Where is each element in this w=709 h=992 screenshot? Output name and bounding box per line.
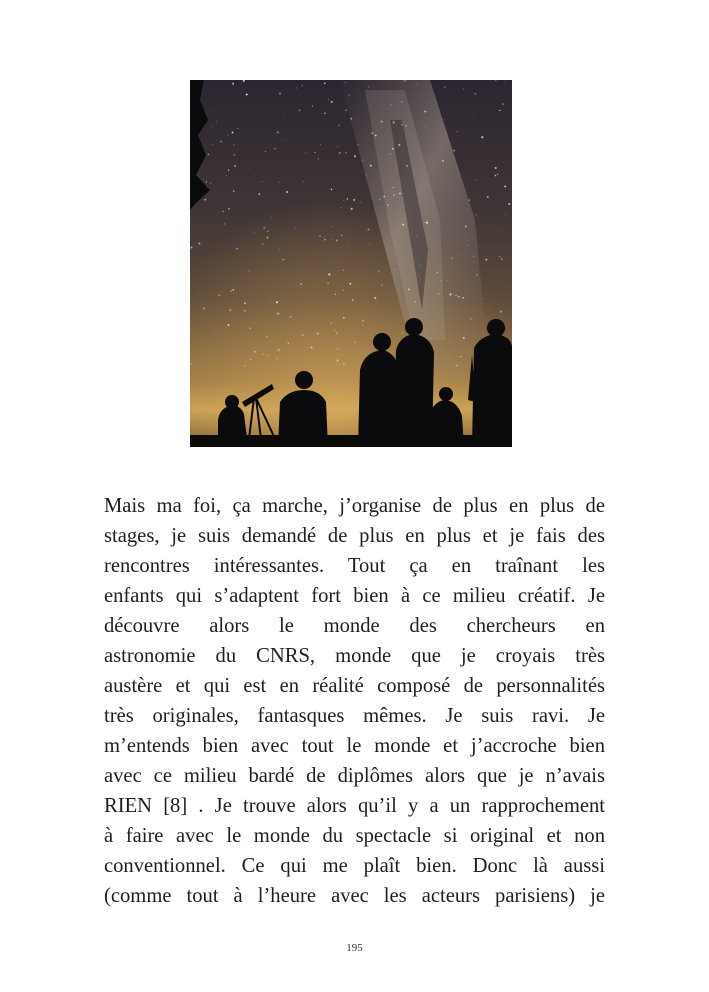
star <box>267 231 269 233</box>
star <box>263 227 265 229</box>
star <box>499 256 500 257</box>
star <box>337 359 339 361</box>
star <box>508 203 510 205</box>
star <box>335 294 336 295</box>
star <box>495 167 497 169</box>
body-paragraph <box>104 491 605 911</box>
star <box>426 222 428 224</box>
text-line: découvre alors le monde des chercheurs en <box>104 615 605 637</box>
star <box>381 121 383 123</box>
star <box>220 141 222 143</box>
star <box>271 217 272 218</box>
star <box>233 144 234 145</box>
star <box>399 193 401 195</box>
star <box>402 224 404 226</box>
star <box>190 363 192 365</box>
star <box>375 135 377 137</box>
star <box>386 191 387 192</box>
star <box>244 90 245 91</box>
star <box>473 117 474 118</box>
star <box>279 93 281 95</box>
star <box>343 270 344 271</box>
star <box>279 249 280 250</box>
star <box>392 187 393 188</box>
star <box>465 226 467 228</box>
star <box>354 155 356 157</box>
star <box>366 175 367 176</box>
star <box>324 83 326 85</box>
star <box>458 296 460 298</box>
star <box>218 295 220 297</box>
star <box>314 152 315 153</box>
star <box>424 111 426 113</box>
star <box>415 301 416 302</box>
star <box>444 86 445 87</box>
star <box>437 272 438 273</box>
text-line: m’entends bien avec tout le monde et j’accroche bien <box>104 735 605 757</box>
star <box>216 121 217 122</box>
star <box>502 103 504 105</box>
star <box>420 265 421 266</box>
star <box>400 82 401 83</box>
star <box>358 144 359 145</box>
star <box>243 80 245 82</box>
star <box>495 175 497 177</box>
star <box>331 189 332 190</box>
star <box>296 88 297 89</box>
text-line: rencontres intéressantes. Tout ça en traînant les <box>104 555 605 577</box>
star <box>404 80 405 81</box>
star <box>318 162 319 163</box>
star <box>312 105 313 106</box>
star <box>250 359 251 360</box>
star <box>453 150 455 152</box>
star <box>503 162 504 163</box>
star <box>324 239 326 241</box>
text-line: austère et qui est en réalité composé de personnalités <box>104 675 605 697</box>
star <box>362 160 363 161</box>
star <box>317 333 319 335</box>
star <box>233 190 235 192</box>
star <box>349 283 351 285</box>
star <box>418 275 419 276</box>
star <box>393 121 395 123</box>
star <box>487 196 489 198</box>
star <box>283 259 284 260</box>
star <box>267 355 268 356</box>
star <box>269 220 270 221</box>
star <box>276 301 278 303</box>
star <box>249 327 250 328</box>
star <box>228 324 230 326</box>
star <box>467 245 468 246</box>
star <box>395 269 396 270</box>
star <box>336 239 338 241</box>
star <box>362 324 363 325</box>
star <box>470 318 471 319</box>
star <box>303 181 304 182</box>
star <box>390 153 391 154</box>
star <box>392 148 394 150</box>
star <box>350 118 352 120</box>
star <box>417 84 418 85</box>
star <box>337 146 338 147</box>
star <box>267 237 269 239</box>
star <box>228 135 229 136</box>
star <box>203 307 205 309</box>
star <box>501 258 502 259</box>
star <box>331 322 332 323</box>
star <box>343 363 345 365</box>
text-line: très originales, fantasques mêmes. Je suis ravi. Je <box>104 705 605 727</box>
star <box>250 168 251 169</box>
star <box>191 247 193 249</box>
star <box>351 208 353 210</box>
star <box>362 320 364 322</box>
star <box>367 229 369 231</box>
star <box>284 116 285 117</box>
star <box>258 193 260 195</box>
star <box>360 202 361 203</box>
star <box>327 282 329 284</box>
star <box>328 273 330 275</box>
text-line: RIEN [8] . Je trouve alors qu’il y a un rapprochement <box>104 795 605 817</box>
star <box>408 288 410 290</box>
star <box>341 234 343 236</box>
star <box>347 198 348 199</box>
star <box>423 172 424 173</box>
star <box>317 158 319 160</box>
star <box>328 347 329 348</box>
star <box>401 124 403 126</box>
star <box>455 295 456 296</box>
star <box>232 289 234 291</box>
star <box>336 332 338 334</box>
star <box>398 144 400 146</box>
star <box>228 208 230 210</box>
star <box>341 207 342 208</box>
star <box>262 243 264 245</box>
star <box>345 82 346 83</box>
star <box>311 347 313 349</box>
star <box>476 214 477 215</box>
star <box>286 191 288 193</box>
star <box>246 93 248 95</box>
star <box>343 290 344 291</box>
star <box>339 152 341 154</box>
star <box>441 281 442 282</box>
star <box>254 351 256 353</box>
star <box>506 214 507 215</box>
star <box>229 309 231 311</box>
star <box>503 131 504 132</box>
star <box>278 349 280 351</box>
star <box>482 298 483 299</box>
star <box>212 126 213 127</box>
star <box>402 332 403 333</box>
star <box>212 144 213 145</box>
star <box>378 208 379 209</box>
star <box>302 85 303 86</box>
star <box>214 111 215 112</box>
star <box>222 211 224 213</box>
star <box>210 183 211 184</box>
star <box>269 298 270 299</box>
text-line: enfants qui s’adaptent fort bien à ce milieu créatif. Je <box>104 585 605 607</box>
star <box>332 227 333 228</box>
star <box>344 200 345 201</box>
star <box>240 253 241 254</box>
star <box>452 257 453 258</box>
star <box>204 199 206 201</box>
star <box>328 99 329 100</box>
star <box>481 312 482 313</box>
star <box>306 152 307 153</box>
star <box>295 228 296 229</box>
star <box>381 285 383 287</box>
text-line: stages, je suis demandé de plus en plus et je fais des <box>104 525 605 547</box>
star <box>457 131 458 132</box>
star <box>345 110 346 111</box>
star <box>349 95 350 96</box>
star <box>499 110 500 111</box>
star <box>277 313 279 315</box>
star <box>389 108 390 109</box>
star <box>444 119 445 120</box>
star <box>244 310 246 312</box>
star <box>199 243 201 245</box>
star <box>214 335 215 336</box>
star <box>320 144 321 145</box>
star <box>277 358 278 359</box>
star <box>360 353 361 354</box>
text-line: (comme tout à l’heure avec les acteurs parisiens) je <box>104 885 605 907</box>
star <box>254 232 255 233</box>
star <box>500 311 502 313</box>
star <box>378 271 379 272</box>
star <box>236 248 237 249</box>
star <box>374 297 376 299</box>
star <box>290 316 291 317</box>
star <box>406 125 408 127</box>
star <box>368 86 369 87</box>
star <box>370 165 372 167</box>
star <box>237 128 238 129</box>
star <box>234 165 236 167</box>
star <box>302 334 304 336</box>
star <box>232 132 234 134</box>
star <box>405 80 406 81</box>
star <box>206 181 207 182</box>
star <box>338 125 339 126</box>
star <box>352 299 354 301</box>
star <box>496 299 497 300</box>
star <box>354 341 356 343</box>
star <box>401 333 402 334</box>
star <box>299 110 301 112</box>
star <box>278 182 279 183</box>
star <box>224 223 225 224</box>
star <box>463 89 464 90</box>
star <box>504 186 506 188</box>
star <box>324 237 325 238</box>
star <box>277 131 279 133</box>
star <box>456 365 458 367</box>
star <box>244 302 246 304</box>
star <box>499 229 500 230</box>
star <box>379 199 380 200</box>
star <box>331 101 333 103</box>
star <box>497 174 498 175</box>
star <box>438 293 440 295</box>
star <box>463 337 465 339</box>
star <box>371 132 373 134</box>
star <box>476 274 477 275</box>
star <box>448 199 449 200</box>
star <box>285 139 286 140</box>
text-line: à faire avec le monde du spectacle si original et non <box>104 825 605 847</box>
star <box>462 297 464 299</box>
star <box>274 148 276 150</box>
star <box>426 126 427 127</box>
star <box>446 280 447 281</box>
star <box>334 330 335 331</box>
star <box>244 365 245 366</box>
star <box>301 262 302 263</box>
star <box>233 154 235 156</box>
star <box>276 357 277 358</box>
star <box>300 283 302 285</box>
text-line: conventionnel. Ce qui me plaît bien. Donc là aussi <box>104 855 605 877</box>
star <box>469 199 470 200</box>
star <box>478 244 479 245</box>
star <box>389 121 390 122</box>
star <box>387 204 388 205</box>
star <box>261 181 262 182</box>
star <box>475 93 477 95</box>
star <box>228 169 229 170</box>
star <box>481 136 483 138</box>
star <box>505 81 506 82</box>
star <box>345 152 346 153</box>
star <box>226 175 227 176</box>
star <box>284 369 285 370</box>
milky-way-stargazers-photo <box>190 80 512 447</box>
star <box>265 151 266 152</box>
star <box>457 254 458 255</box>
star <box>343 317 345 319</box>
star <box>232 83 234 85</box>
star <box>476 179 477 180</box>
star <box>288 342 290 344</box>
star <box>266 336 267 337</box>
star <box>230 290 232 292</box>
star <box>485 259 487 261</box>
text-line: Mais ma foi, ça marche, j’organise de plus en plus de <box>104 495 605 517</box>
star <box>401 102 402 103</box>
star <box>353 199 355 201</box>
text-line: astronomie du CNRS, monde que je croyais très <box>104 645 605 667</box>
star <box>263 353 264 354</box>
star <box>337 348 339 350</box>
star <box>369 244 370 245</box>
page-number: 195 <box>346 942 363 954</box>
star <box>442 160 444 162</box>
star <box>324 113 326 115</box>
star <box>406 165 408 167</box>
text-line: avec ce milieu bardé de diplômes alors que je n’avais <box>104 765 605 787</box>
star <box>319 235 320 236</box>
star <box>495 80 496 81</box>
star <box>348 242 349 243</box>
star <box>460 356 461 357</box>
star <box>208 154 209 155</box>
star <box>332 239 333 240</box>
star <box>383 196 385 198</box>
star <box>393 194 395 196</box>
star <box>249 270 250 271</box>
star <box>473 256 474 257</box>
star <box>416 235 417 236</box>
star <box>390 104 391 105</box>
star <box>449 293 451 295</box>
